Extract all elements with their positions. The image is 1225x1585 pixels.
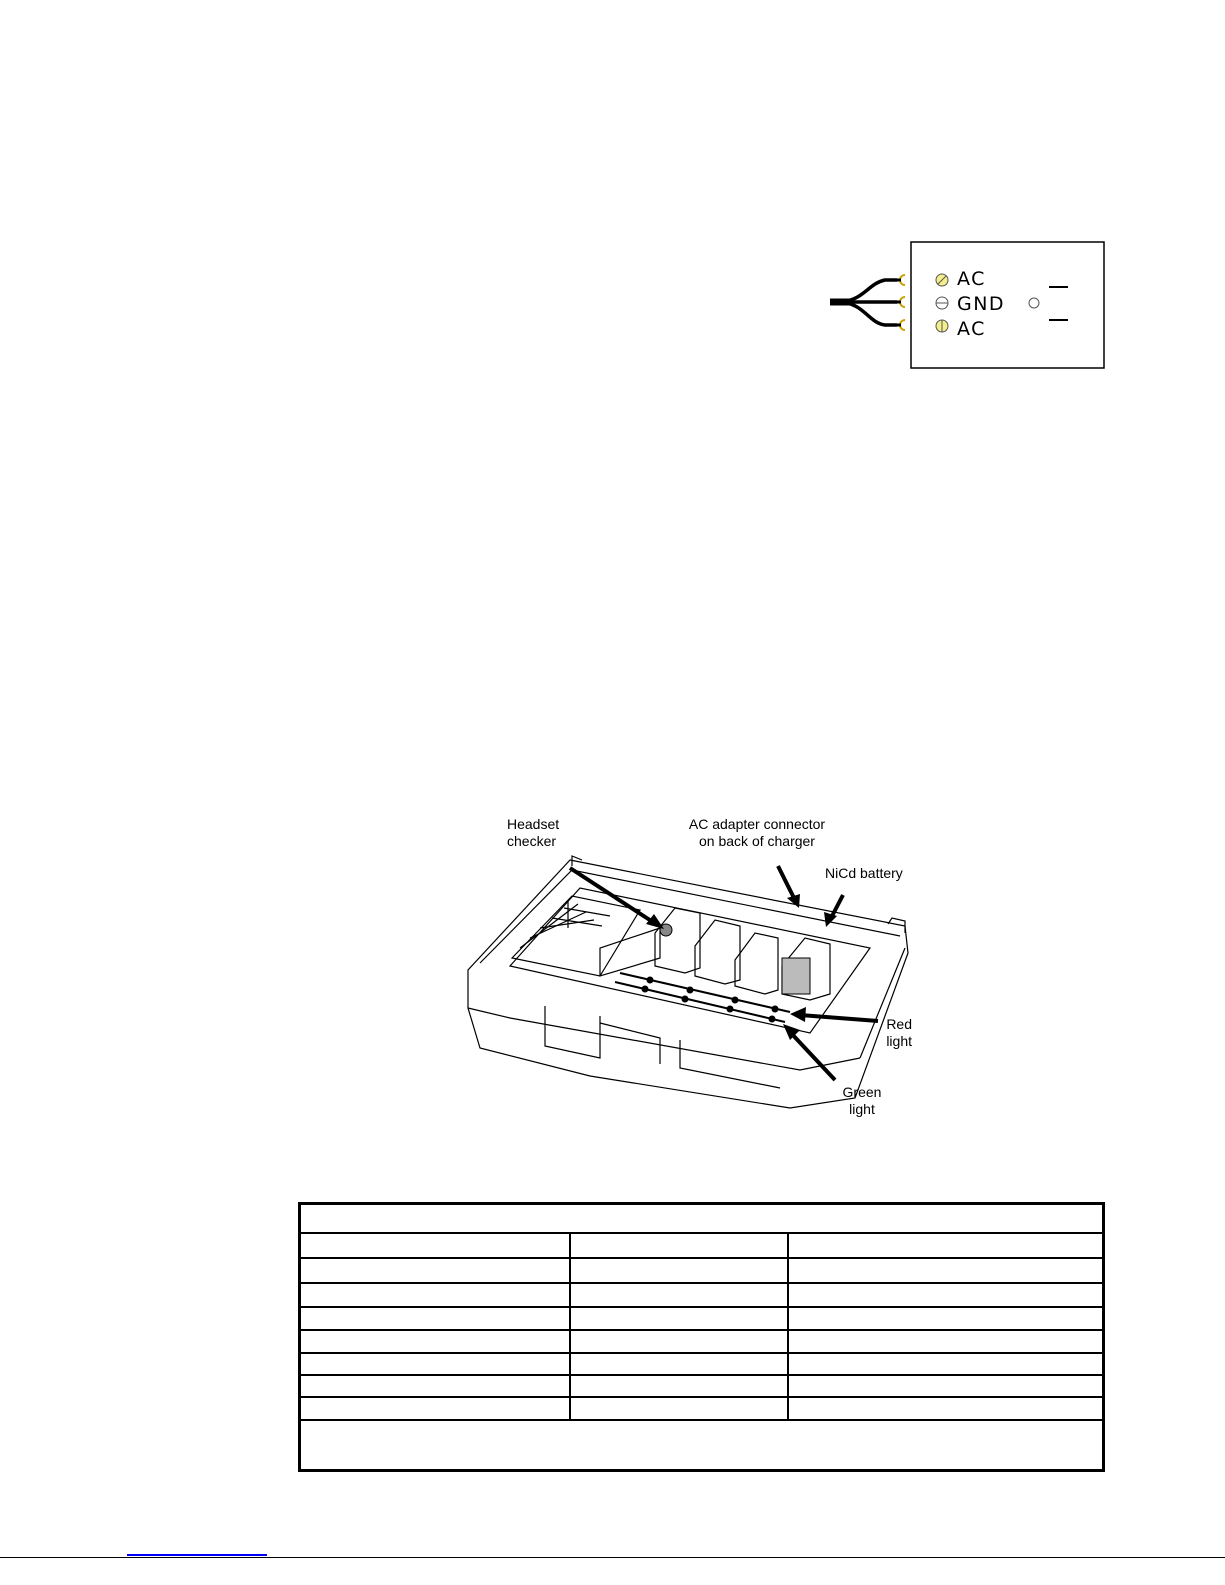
terminal-label-gnd: GND bbox=[957, 293, 1006, 315]
terminal-block-diagram bbox=[825, 235, 1115, 380]
table-cell bbox=[789, 1351, 1102, 1374]
callout-red-light bbox=[880, 1016, 912, 1050]
table-cell bbox=[571, 1329, 789, 1352]
terminal-label-ac-top: AC bbox=[957, 268, 986, 290]
callout-headset-checker-line1: Headset bbox=[507, 816, 560, 832]
callout-green-light-line2: light bbox=[849, 1101, 875, 1117]
table-cell bbox=[789, 1329, 1102, 1352]
callout-red-light-line2: light bbox=[886, 1033, 912, 1049]
callout-red-light-line1: Red bbox=[886, 1016, 912, 1032]
table-cell bbox=[301, 1373, 571, 1396]
terminal-label-ac-bottom: AC bbox=[957, 318, 986, 340]
footer-link[interactable] bbox=[127, 1554, 267, 1556]
callout-green-light bbox=[840, 1084, 884, 1118]
table-cell bbox=[571, 1283, 789, 1306]
table-cell bbox=[789, 1396, 1102, 1419]
table-cell bbox=[301, 1329, 571, 1352]
callout-nicd-battery-line1: NiCd battery bbox=[825, 865, 903, 881]
callout-ac-adapter-line2: on back of charger bbox=[699, 833, 815, 849]
table-cell bbox=[571, 1396, 789, 1419]
table-row bbox=[301, 1259, 1102, 1284]
callout-ac-adapter-line1: AC adapter connector bbox=[688, 816, 826, 832]
callout-ac-adapter bbox=[682, 816, 832, 850]
charger-figure bbox=[460, 808, 930, 1133]
table-cell bbox=[789, 1373, 1102, 1396]
table-cell bbox=[301, 1234, 571, 1257]
table-cell bbox=[571, 1306, 789, 1329]
table-row bbox=[301, 1283, 1102, 1308]
table-row bbox=[301, 1234, 1102, 1259]
table-cell bbox=[301, 1306, 571, 1329]
table-cell bbox=[301, 1396, 571, 1419]
footer-divider bbox=[0, 1557, 1225, 1558]
table-row bbox=[301, 1306, 1102, 1331]
table-cell bbox=[789, 1259, 1102, 1282]
status-table bbox=[298, 1202, 1105, 1472]
table-cell bbox=[301, 1259, 571, 1282]
table-title bbox=[301, 1205, 1102, 1234]
table-cell bbox=[571, 1259, 789, 1282]
callout-headset-checker-line2: checker bbox=[507, 833, 557, 849]
table-cell bbox=[571, 1234, 789, 1257]
table-cell bbox=[571, 1351, 789, 1374]
table-cell bbox=[789, 1306, 1102, 1329]
table-cell bbox=[571, 1373, 789, 1396]
table-cell bbox=[789, 1283, 1102, 1306]
callout-green-light-line1: Green bbox=[842, 1084, 882, 1100]
table-note bbox=[301, 1418, 1102, 1469]
table-cell bbox=[301, 1283, 571, 1306]
table-row bbox=[301, 1373, 1102, 1398]
table-cell bbox=[789, 1234, 1102, 1257]
table-cell bbox=[301, 1351, 571, 1374]
callout-nicd-battery bbox=[825, 865, 903, 882]
callout-headset-checker bbox=[507, 816, 559, 850]
